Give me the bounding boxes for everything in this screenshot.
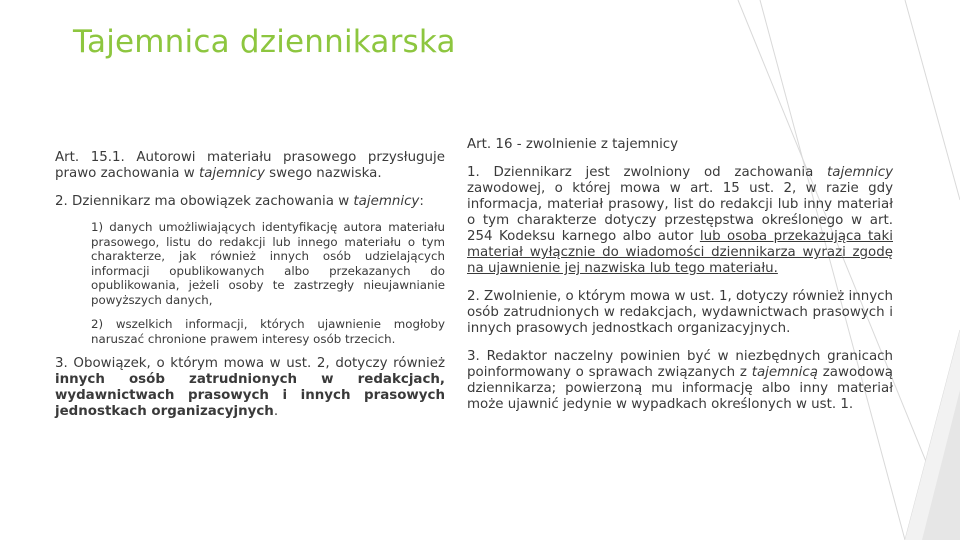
list-item-2: 2) wszelkich informacji, których ujawnienie mogłoby naruszać chronione prawem interesy osób trzecich.	[91, 317, 445, 346]
list-item-1: 1) danych umożliwiających identyfikację autora materiału prasowego, listu do redakcji lub innego materiału o tym charakterze, jak również innych osób udzielających informacji opublikowanych albo przekazanych do opublikowania, jeżeli osoby te zastrzegły nieujawnianie powyższych danych,	[91, 220, 445, 307]
right-column	[467, 137, 893, 413]
art16-paragraph-3: 3. Redaktor naczelny powinien być w niezbędnych granicach poinformowany o sprawach związanych z tajemnicą zawodową dziennikarza; powierzoną mu informację albo inny materiał może ujawnić jedynie w wypadkach określonych w ust. 1.	[467, 349, 893, 412]
art15-paragraph-3: 3. Obowiązek, o którym mowa w ust. 2, dotyczy również innych osób zatrudnionych w redakcjach, wydawnictwach prasowych i innych prasowych jednostkach organizacyjnych.	[55, 356, 445, 419]
art16-paragraph-2: 2. Zwolnienie, o którym mowa w ust. 1, dotyczy również innych osób zatrudnionych w redakcjach, wydawnictwach prasowych i innych prasowych jednostkach organizacyjnych.	[467, 289, 893, 336]
art15-paragraph-2: 2. Dziennikarz ma obowiązek zachowania w tajemnicy:	[55, 194, 424, 209]
art15-paragraph-1: Art. 15.1. Autorowi materiału prasowego przysługuje prawo zachowania w tajemnicy swego nazwiska.	[55, 150, 445, 181]
left-column	[55, 150, 445, 420]
art16-paragraph-1: 1. Dziennikarz jest zwolniony od zachowania tajemnicy zawodowej, o której mowa w art. 15 ust. 2, w razie gdy informacja, materiał prasowy, list do redakcji lub inny materiał o tym charakterze dotyczy przestępstwa określonego w art. 254 Kodeksu karnego albo autor lub osoba przekazująca taki materiał wyłącznie do wiadomości dziennikarza wyrazi zgodę na ujawnienie jej nazwiska lub tego materiału.	[467, 165, 893, 276]
art16-heading: Art. 16 - zwolnienie z tajemnicy	[467, 137, 679, 152]
page-title: Tajemnica dziennikarska	[73, 24, 456, 60]
